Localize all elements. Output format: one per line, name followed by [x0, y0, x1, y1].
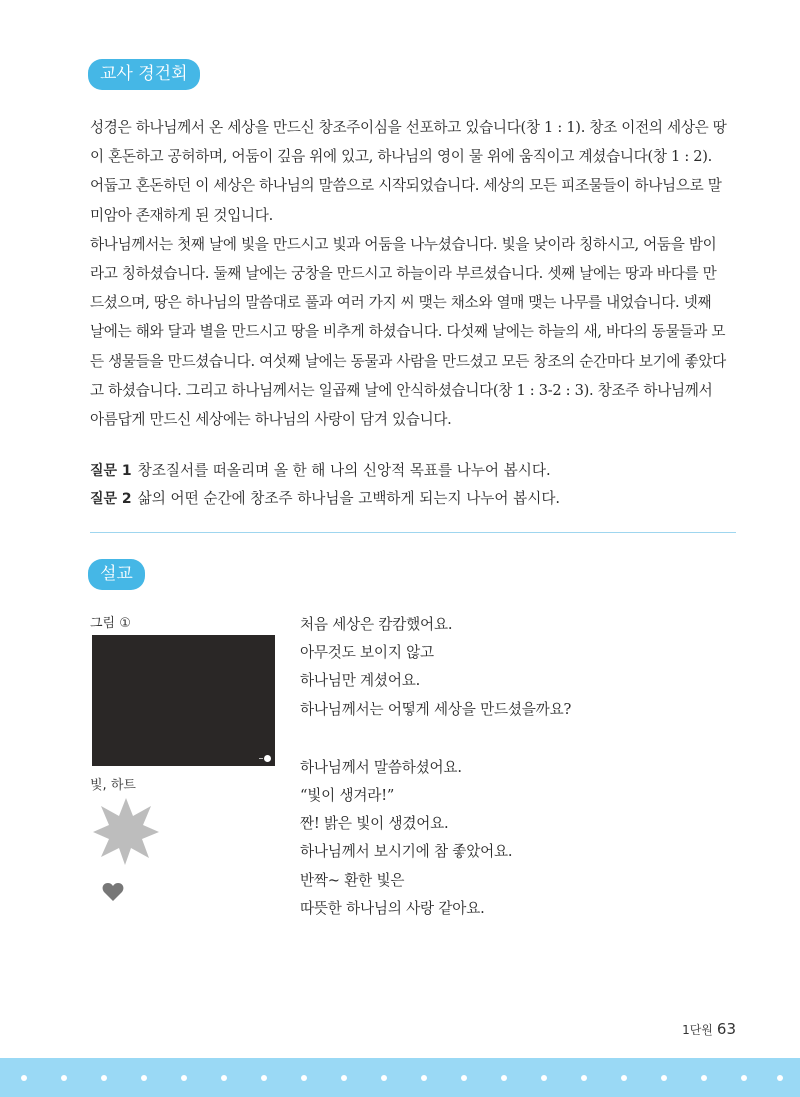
unit-label: 1단원	[682, 1023, 713, 1037]
body-line: 성경은 하나님께서 온 세상을 만드신 창조주이심을 선포하고 있습니다(창 1 : 1). 창조 이전의 세상은 땅	[90, 119, 727, 136]
band-dot	[741, 1075, 747, 1081]
sermon-line: 하나님께서는 어떻게 세상을 만드셨을까요?	[300, 700, 572, 718]
figure-title: 그림 ①	[90, 616, 131, 631]
sermon-text	[300, 611, 750, 923]
band-dot	[101, 1075, 107, 1081]
sermon-line: 처음 세상은 캄캄했어요.	[300, 616, 453, 633]
decorative-bottom-band	[0, 1058, 800, 1097]
sermon-line: 반짝~ 환한 빛은	[300, 871, 405, 889]
heart-icon	[102, 882, 124, 902]
image-marker-dot	[264, 755, 271, 762]
sermon-line: “빛이 생겨라!”	[300, 787, 395, 805]
sermon-line: 하나님께서 말씀하셨어요.	[300, 758, 462, 776]
section-badge-sermon: 설교	[88, 559, 145, 590]
body-line: 든 생물들을 만드셨습니다. 여섯째 날에는 동물과 사람을 만드셨고 모든 창조의 순간마다 보기에 좋았다	[90, 352, 726, 370]
band-dot	[661, 1075, 667, 1081]
band-dot	[301, 1075, 307, 1081]
body-line: 고 하셨습니다. 그리고 하나님께서는 일곱째 날에 안식하셨습니다(창 1 : 3-2 : 3). 창조주 하나님께서	[90, 381, 713, 399]
band-dot	[141, 1075, 147, 1081]
body-line: 라고 칭하셨습니다. 둘째 날에는 궁창을 만드시고 하늘이라 부르셨습니다. 셋째 날에는 땅과 바다를 만	[90, 265, 717, 283]
band-dot	[777, 1075, 783, 1081]
image-marker-line	[259, 758, 263, 759]
band-dot	[261, 1075, 267, 1081]
band-dot	[461, 1075, 467, 1081]
question-label: 질문 1	[90, 463, 132, 479]
page-footer	[682, 1019, 736, 1038]
band-dot	[701, 1075, 707, 1081]
body-line: 어둡고 혼돈하던 이 세상은 하나님의 말씀으로 시작되었습니다. 세상의 모든 피조물들이 하나님으로 말	[90, 177, 722, 195]
sermon-line: 따뜻한 하나님의 사랑 같아요.	[300, 899, 485, 917]
question-2	[90, 485, 750, 513]
body-paragraph	[90, 113, 750, 434]
sermon-spacer	[300, 724, 750, 754]
sermon-line: 아무것도 보이지 않고	[300, 644, 434, 662]
question-1	[90, 457, 750, 485]
band-dot	[621, 1075, 627, 1081]
body-line: 아름답게 만드신 세상에는 하나님의 사랑이 담겨 있습니다.	[90, 411, 452, 429]
discussion-questions	[90, 457, 750, 513]
band-dot	[61, 1075, 67, 1081]
sermon-line: 짠! 밝은 빛이 생겼어요.	[300, 815, 449, 833]
body-line: 하나님께서는 첫째 날에 빛을 만드시고 빛과 어둠을 나누셨습니다. 빛을 낮이라 칭하시고, 어둠을 밤이	[90, 235, 717, 253]
band-dot	[421, 1075, 427, 1081]
body-line: 드셨으며, 땅은 하나님의 말씀대로 풀과 여러 가지 씨 맺는 채소와 열매 맺는 나무를 내었습니다. 넷째	[90, 294, 712, 312]
page-number: 63	[716, 1020, 736, 1038]
body-line: 미암아 존재하게 된 것입니다.	[90, 206, 273, 224]
star-icon	[91, 796, 161, 866]
body-line: 이 혼돈하고 공허하며, 어둠이 깊음 위에 있고, 하나님의 영이 물 위에 움직이고 계셨습니다(창 1 : 2).	[90, 148, 712, 166]
body-line: 날에는 해와 달과 별을 만드시고 땅을 비추게 하셨습니다. 다섯째 날에는 하늘의 새, 바다의 동물들과 모	[90, 323, 726, 341]
band-dot	[501, 1075, 507, 1081]
question-text: 창조질서를 떠올리며 올 한 해 나의 신앙적 목표를 나누어 봅시다.	[137, 462, 551, 479]
dark-world-image	[92, 635, 275, 766]
band-dot	[181, 1075, 187, 1081]
band-dot	[581, 1075, 587, 1081]
sermon-line: 하나님께서 보시기에 참 좋았어요.	[300, 843, 513, 861]
sermon-line: 하나님만 계셨어요.	[300, 672, 421, 690]
band-dot	[221, 1075, 227, 1081]
figure-caption: 빛, 하트	[90, 778, 136, 793]
question-text: 삶의 어떤 순간에 창조주 하나님을 고백하게 되는지 나누어 봅시다.	[137, 490, 561, 507]
band-dot	[341, 1075, 347, 1081]
question-label: 질문 2	[90, 491, 132, 507]
band-dot	[541, 1075, 547, 1081]
section-divider	[90, 532, 736, 533]
band-dot	[21, 1075, 27, 1081]
band-dot	[381, 1075, 387, 1081]
section-badge-meeting: 교사 경건회	[88, 59, 200, 90]
